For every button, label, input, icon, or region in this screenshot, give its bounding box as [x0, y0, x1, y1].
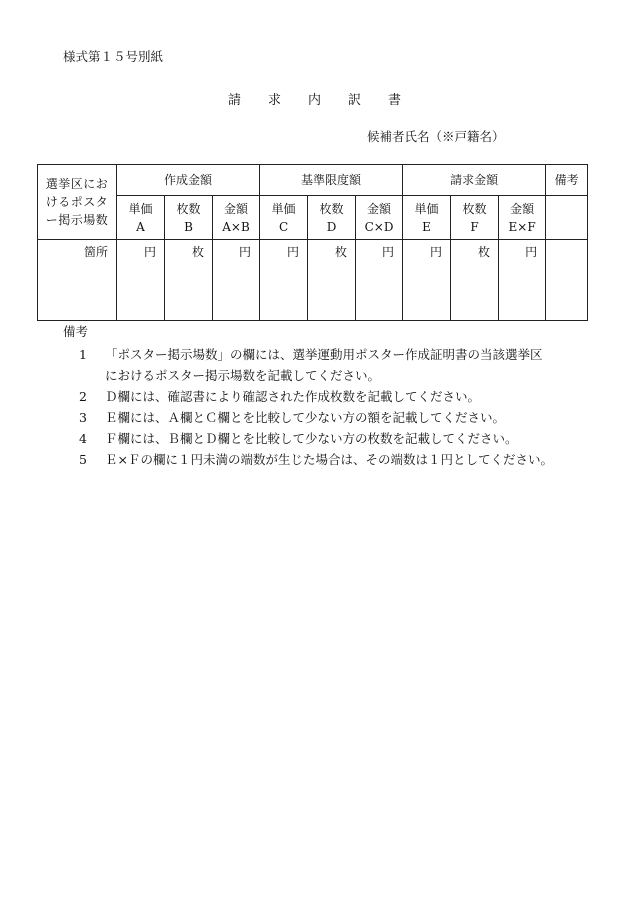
place-header-line: ー掲示場数 [45, 213, 109, 227]
unit-price-e-input[interactable]: 円 [403, 240, 451, 321]
place-header-line: 選挙区にお [45, 177, 109, 191]
column-code: D [326, 219, 337, 234]
column-header [165, 196, 213, 240]
creation-amount-header: 作成金額 [117, 165, 260, 196]
note-number: 4 [79, 431, 87, 446]
note-number: 3 [79, 410, 87, 425]
column-header [499, 196, 546, 240]
column-header [260, 196, 308, 240]
amount-axb-input[interactable]: 円 [213, 240, 260, 321]
quantity-d-input[interactable]: 枚 [308, 240, 356, 321]
note-text: Ｅ欄には、Ａ欄とＣ欄とを比較して少ない方の額を記載してください。 [105, 410, 506, 425]
column-header [356, 196, 403, 240]
column-label: 金額 [224, 201, 249, 216]
place-header-line: けるポスタ [45, 195, 109, 209]
column-label: 金額 [510, 201, 535, 216]
note-text: Ｄ欄には、確認書により確認された作成枚数を記載してください。 [105, 389, 481, 404]
note-number: 5 [79, 452, 87, 467]
quantity-f-input[interactable]: 枚 [451, 240, 499, 321]
document-title: 請求内訳書 [228, 93, 429, 108]
notes-section [63, 322, 553, 470]
amount-exf-input[interactable]: 円 [499, 240, 546, 321]
notes-heading: 備考 [63, 324, 89, 339]
note-item [79, 407, 553, 428]
column-label: 枚数 [319, 201, 344, 216]
column-code: C [278, 219, 289, 234]
column-header [403, 196, 451, 240]
column-code: A [136, 219, 145, 234]
column-label: 金額 [367, 201, 392, 216]
column-header [451, 196, 499, 240]
column-label: 単価 [128, 201, 153, 216]
column-code: C×D [364, 219, 394, 234]
note-text: 「ポスター掲示場数」の欄には、選挙運動用ポスター作成証明書の当該選挙区 [105, 347, 543, 362]
remarks-header: 備考 [546, 165, 588, 196]
unit-price-c-input[interactable]: 円 [260, 240, 308, 321]
column-header [117, 196, 165, 240]
note-item [79, 428, 553, 449]
column-label: 枚数 [462, 201, 487, 216]
poster-site-count-input[interactable]: 箇所 [38, 240, 117, 321]
claim-amount-header: 請求金額 [403, 165, 546, 196]
column-header [213, 196, 260, 240]
unit-price-a-input[interactable]: 円 [117, 240, 165, 321]
column-code: E×F [508, 219, 536, 234]
note-item [79, 386, 553, 407]
column-label: 枚数 [176, 201, 201, 216]
note-text-continued: におけるポスター掲示場数を記載してください。 [105, 368, 381, 383]
note-number: 1 [79, 347, 87, 362]
form-number: 様式第１５号別紙 [63, 49, 164, 64]
remarks-input[interactable] [546, 240, 588, 321]
column-label: 単価 [271, 201, 296, 216]
remarks-subheader-blank [546, 196, 588, 240]
column-header [308, 196, 356, 240]
limit-amount-header: 基準限度額 [260, 165, 403, 196]
note-item [79, 344, 553, 365]
column-code: B [184, 219, 193, 234]
note-item [79, 449, 553, 470]
claim-breakdown-table [37, 164, 588, 321]
column-code: E [422, 219, 431, 234]
poster-site-count-header [38, 165, 117, 240]
column-label: 単価 [414, 201, 439, 216]
quantity-b-input[interactable]: 枚 [165, 240, 213, 321]
candidate-name-label: 候補者氏名（※戸籍名） [367, 129, 505, 144]
amount-cxd-input[interactable]: 円 [356, 240, 403, 321]
column-code: F [470, 219, 479, 234]
note-text: Ｅ×Ｆの欄に１円未満の端数が生じた場合は、その端数は１円としてください。 [105, 452, 553, 467]
note-text: Ｆ欄には、Ｂ欄とＤ欄とを比較して少ない方の枚数を記載してください。 [105, 431, 518, 446]
column-code: A×B [222, 219, 250, 234]
note-number: 2 [79, 389, 87, 404]
